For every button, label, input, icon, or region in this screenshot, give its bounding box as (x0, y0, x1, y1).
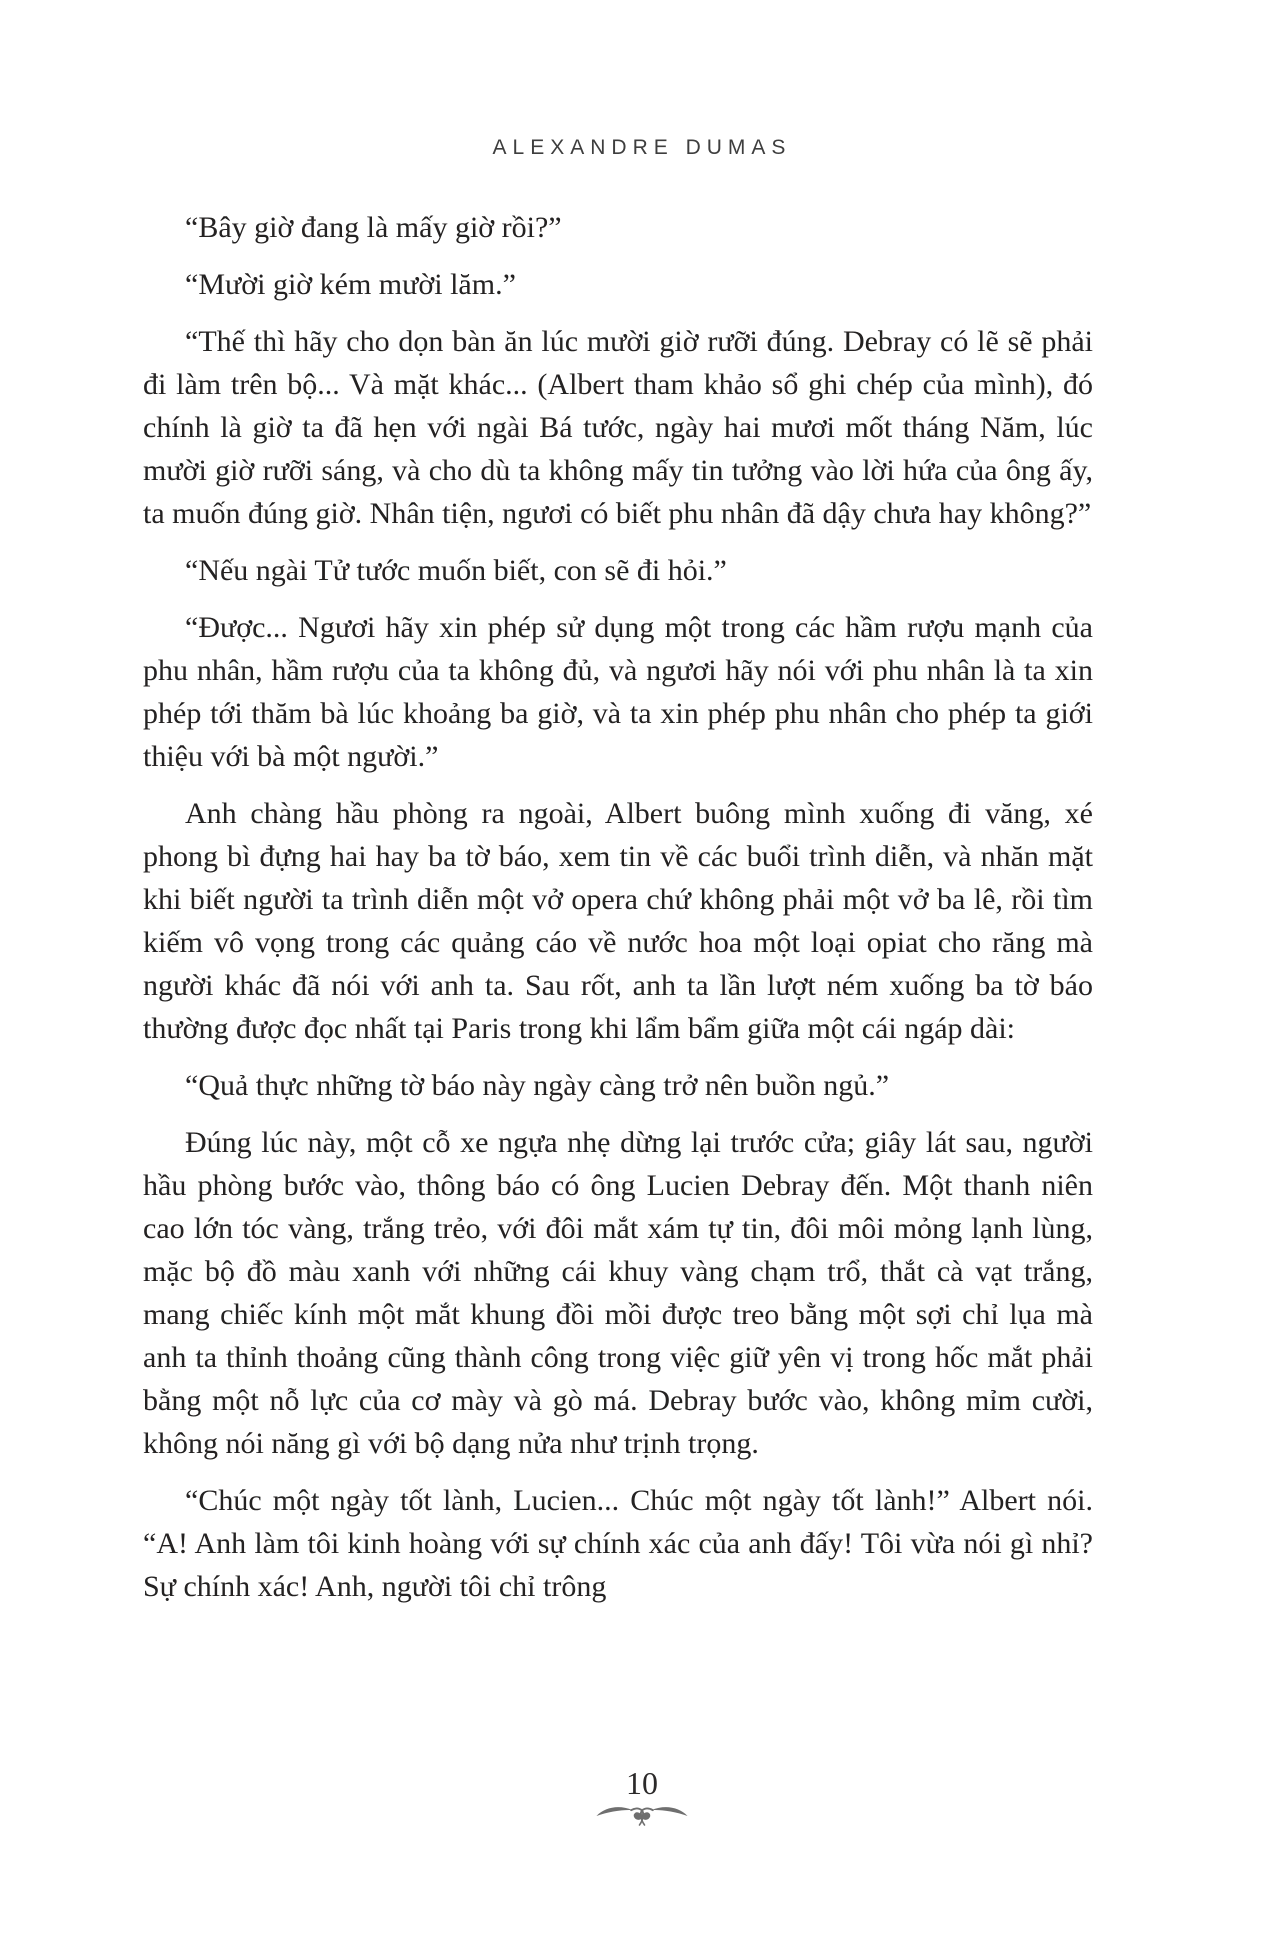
page-number: 10 (626, 1765, 658, 1801)
paragraph: “Chúc một ngày tốt lành, Lucien... Chúc một ngày tốt lành!” Albert nói. “A! Anh làm tôi kinh hoàng với sự chính xác của anh đấy! Tôi vừa nói gì nhỉ? Sự chính xác! Anh, người tôi chỉ trông (143, 1484, 1093, 1603)
paragraph: Đúng lúc này, một cỗ xe ngựa nhẹ dừng lại trước cửa; giây lát sau, người hầu phòng bước vào, thông báo có ông Lucien Debray đến. Một thanh niên cao lớn tóc vàng, trắng trẻo, với đôi mắt xám tự tin, đôi môi mỏng lạnh lùng, mặc bộ đồ màu xanh với những cái khuy vàng chạm trổ, thắt cà vạt trắng, mang chiếc kính một mắt khung đồi mồi được treo bằng một sợi chỉ lụa mà anh ta thỉnh thoảng cũng thành công trong việc giữ yên vị trong hốc mắt phải bằng một nỗ lực của cơ mày và gò má. Debray bước vào, không mỉm cười, không nói năng gì với bộ dạng nửa như trịnh trọng. (143, 1126, 1093, 1460)
paragraph: “Thế thì hãy cho dọn bàn ăn lúc mười giờ rưỡi đúng. Debray có lẽ sẽ phải đi làm trên bộ... Và mặt khác... (Albert tham khảo sổ ghi chép của mình), đó chính là giờ ta đã hẹn với ngài Bá tước, ngày hai mươi mốt tháng Năm, lúc mười giờ rưỡi sáng, và cho dù ta không mấy tin tưởng vào lời hứa của ông ấy, ta muốn đúng giờ. Nhân tiện, ngươi có biết phu nhân đã dậy chưa hay không?” (143, 325, 1093, 530)
body-text (143, 206, 1093, 1622)
paragraph: Anh chàng hầu phòng ra ngoài, Albert buông mình xuống đi văng, xé phong bì đựng hai hay ba tờ báo, xem tin về các buổi trình diễn, và nhăn mặt khi biết người ta trình diễn một vở opera chứ không phải một vở ba lê, rồi tìm kiếm vô vọng trong các quảng cáo về nước hoa một loại opiat cho răng mà người khác đã nói với anh ta. Sau rốt, anh ta lần lượt ném xuống ba tờ báo thường được đọc nhất tại Paris trong khi lẩm bẩm giữa một cái ngáp dài: (143, 797, 1093, 1045)
paragraph: “Mười giờ kém mười lăm.” (185, 268, 516, 301)
paragraph: “Nếu ngài Tử tước muốn biết, con sẽ đi hỏi.” (185, 554, 727, 587)
paragraph: “Quả thực những tờ báo này ngày càng trở nên buồn ngủ.” (185, 1069, 890, 1102)
paragraph: “Bây giờ đang là mấy giờ rồi?” (185, 211, 562, 244)
page-footer (0, 1766, 1284, 1828)
paragraph: “Được... Ngươi hãy xin phép sử dụng một trong các hầm rượu mạnh của phu nhân, hầm rượu của ta không đủ, và ngươi hãy nói với phu nhân là ta xin phép tới thăm bà lúc khoảng ba giờ, và ta xin phép phu nhân cho phép ta giới thiệu với bà một người.” (143, 611, 1093, 773)
flourish-ornament-icon (0, 1802, 1284, 1828)
running-header: ALEXANDRE DUMAS (492, 136, 792, 159)
